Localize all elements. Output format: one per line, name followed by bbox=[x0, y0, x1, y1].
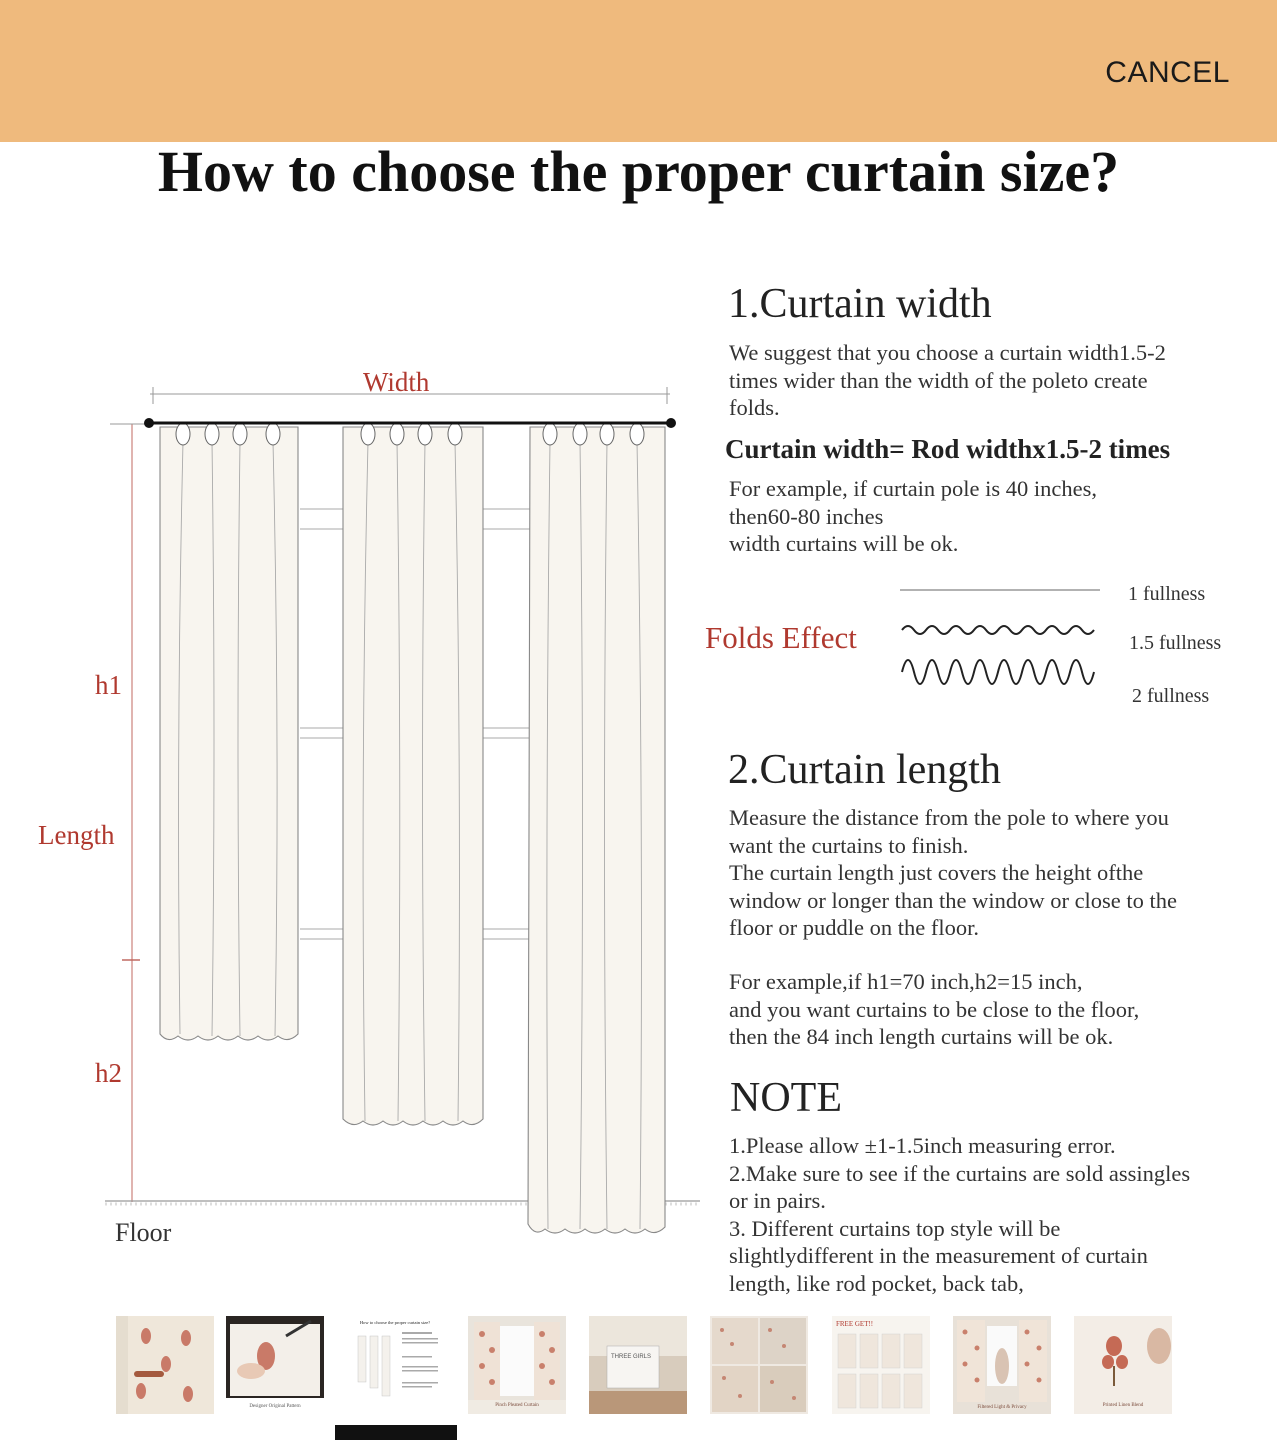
fullness-1-label: 1 fullness bbox=[1128, 583, 1206, 605]
h1-label: h1 bbox=[95, 670, 122, 700]
top-bar bbox=[0, 0, 1277, 142]
cancel-button[interactable]: CANCEL bbox=[1105, 56, 1230, 89]
note-text: 1.Please allow ±1-1.5inch measuring error. 2.Make sure to see if the curtains are sold assingles or in pairs. 3. Different curtains top style will be slightlydifferent in the measurement of curtain length, like rod pocket, back tab, bbox=[729, 1133, 1191, 1296]
width-label: Width bbox=[363, 367, 430, 397]
thumbnail-7-caption: FREE GET!! bbox=[836, 1320, 874, 1328]
note-heading: NOTE bbox=[730, 1075, 842, 1121]
selected-thumbnail-indicator bbox=[335, 1425, 457, 1440]
thumbnail-4[interactable] bbox=[468, 1316, 566, 1414]
thumbnail-7[interactable] bbox=[832, 1316, 930, 1414]
length-label: Length bbox=[38, 820, 115, 850]
thumbnail-4-caption: Pinch Pleated Curtain bbox=[495, 1403, 539, 1408]
thumbnail-8-caption: Filtered Light & Privacy bbox=[977, 1405, 1027, 1410]
folds-effect-label: Folds Effect bbox=[705, 620, 857, 655]
thumbnail-9[interactable] bbox=[1074, 1316, 1172, 1414]
width-formula: Curtain width= Rod widthx1.5-2 times bbox=[725, 434, 1171, 464]
thumbnail-8[interactable] bbox=[953, 1316, 1051, 1414]
section-width-text: We suggest that you choose a curtain width1.5-2 times wider than the width of the poleto create folds. bbox=[729, 340, 1166, 420]
thumbnail-5[interactable] bbox=[589, 1316, 687, 1414]
thumbnail-3[interactable] bbox=[346, 1316, 444, 1414]
h2-label: h2 bbox=[95, 1058, 122, 1088]
fullness-2-wave bbox=[902, 660, 1094, 684]
thumbnail-strip bbox=[0, 1310, 1277, 1440]
curtain-diagram bbox=[0, 142, 720, 1310]
folds-effect-waves bbox=[898, 582, 1108, 702]
thumbnail-6[interactable] bbox=[710, 1316, 808, 1414]
fullness-1-5-wave bbox=[902, 626, 1094, 634]
thumbnail-1[interactable] bbox=[116, 1316, 214, 1414]
section-length-text: Measure the distance from the pole to where you want the curtains to finish. The curtain length just covers the height ofthe window or longer than the window or close to the floor or puddle on the floor. bbox=[729, 805, 1178, 940]
floor-label: Floor bbox=[115, 1218, 172, 1247]
thumbnail-2[interactable] bbox=[226, 1316, 324, 1414]
section-length-heading: 2.Curtain length bbox=[728, 747, 1001, 793]
thumbnail-3-caption: How to choose the proper curtain size? bbox=[359, 1320, 431, 1325]
width-example-text: For example, if curtain pole is 40 inches, then60-80 inches width curtains will be ok. bbox=[729, 476, 1098, 556]
thumbnail-5-caption: THREE GIRLS bbox=[611, 1354, 652, 1360]
section-width-heading: 1.Curtain width bbox=[728, 281, 992, 327]
image-viewer bbox=[0, 142, 1277, 1310]
fullness-1-5-label: 1.5 fullness bbox=[1129, 632, 1222, 654]
thumbnail-2-caption: Designer Original Pattern bbox=[249, 1404, 301, 1409]
infographic-title: How to choose the proper curtain size? bbox=[157, 142, 1120, 204]
fullness-2-label: 2 fullness bbox=[1132, 685, 1210, 707]
thumbnail-9-caption: Printed Linen Blend bbox=[1102, 1403, 1144, 1408]
length-example-text: For example,if h1=70 inch,h2=15 inch, and you want curtains to be close to the floor, then the 84 inch length curtains will be ok. bbox=[729, 969, 1140, 1049]
